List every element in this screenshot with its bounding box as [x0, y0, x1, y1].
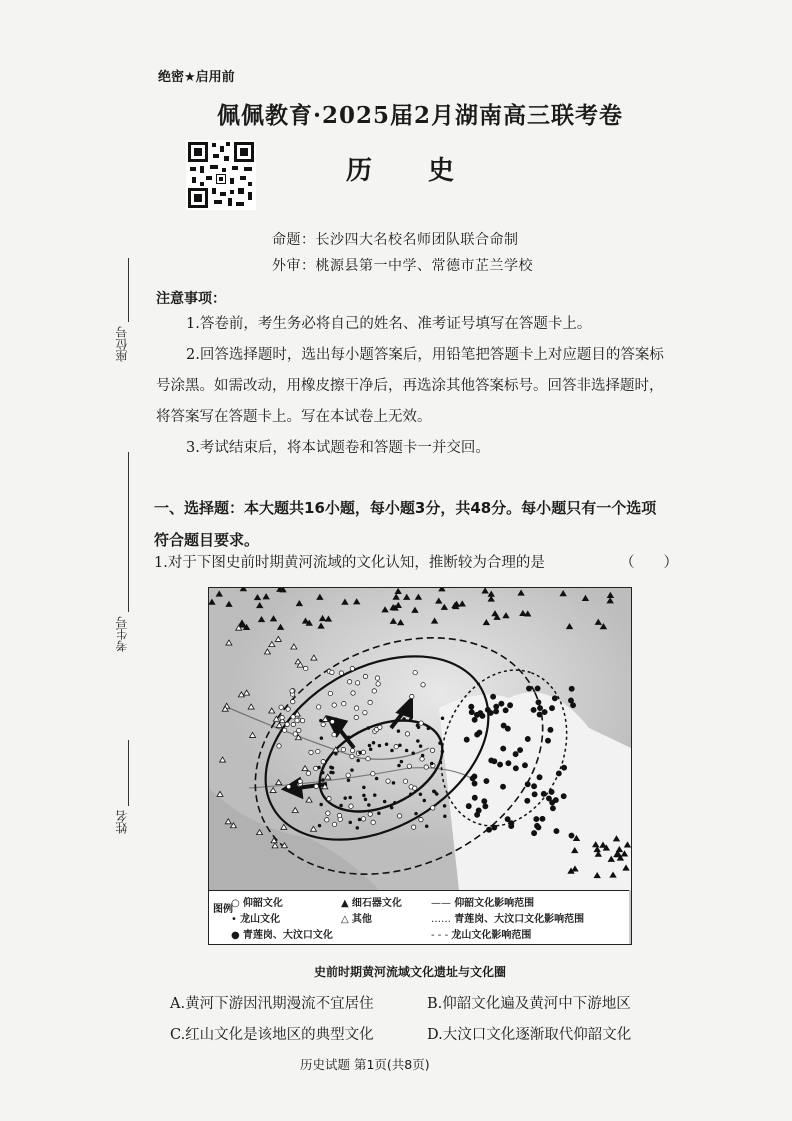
site-marker — [494, 704, 499, 709]
site-marker — [517, 747, 522, 752]
site-marker — [291, 715, 295, 719]
site-marker — [403, 779, 407, 783]
site-marker — [491, 694, 496, 699]
site-marker — [339, 671, 343, 675]
site-marker — [368, 700, 372, 704]
site-marker — [486, 827, 491, 832]
site-marker — [441, 717, 444, 720]
site-marker — [359, 751, 362, 754]
legend-longshan-range: - - - 龙山文化影响范围 — [431, 930, 532, 941]
site-marker — [470, 776, 475, 781]
legend-yangshao-range: —— 仰韶文化影响范围 — [431, 898, 535, 909]
site-marker — [298, 779, 302, 783]
site-marker — [535, 686, 540, 691]
site-marker — [286, 707, 290, 711]
site-marker — [430, 762, 433, 765]
site-marker — [536, 825, 541, 830]
site-marker — [363, 710, 367, 714]
site-marker — [413, 670, 417, 674]
option-a[interactable]: A.黄河下游因汛期漫流不宜居住 — [170, 996, 374, 1012]
site-marker — [421, 754, 424, 757]
site-marker — [525, 736, 530, 741]
site-marker — [350, 666, 354, 670]
site-marker — [513, 766, 518, 771]
site-marker — [505, 726, 510, 731]
site-marker — [419, 793, 422, 796]
site-marker — [354, 706, 358, 710]
option-c[interactable]: C.红山文化是该地区的典型文化 — [170, 1027, 374, 1043]
site-marker — [501, 746, 506, 751]
site-marker — [416, 740, 419, 743]
figure-caption: 史前时期黄河流域文化遗址与文化圈 — [313, 965, 506, 979]
map-graphic — [209, 588, 631, 890]
site-marker — [531, 707, 536, 712]
site-marker — [419, 817, 423, 821]
site-marker — [537, 705, 542, 710]
site-marker — [537, 775, 542, 780]
site-marker — [482, 799, 487, 804]
site-marker — [371, 820, 375, 824]
site-marker — [334, 752, 337, 755]
site-marker — [522, 763, 527, 768]
site-marker — [378, 725, 382, 729]
site-marker — [494, 709, 499, 714]
site-marker — [321, 779, 324, 782]
site-marker — [400, 760, 403, 763]
notes-heading: 注意事项： — [156, 291, 226, 307]
site-marker — [410, 694, 414, 698]
site-marker — [349, 821, 352, 824]
author-credit: 命题：长沙四大名校名师团队联合命制 — [272, 232, 519, 248]
site-marker — [397, 814, 401, 818]
site-marker — [363, 674, 367, 678]
site-marker — [497, 762, 502, 767]
site-marker — [286, 784, 290, 788]
site-marker — [346, 773, 350, 777]
site-marker — [443, 804, 446, 807]
page-footer: 历史试题 第1页(共8页) — [300, 1057, 430, 1072]
site-marker — [507, 703, 512, 708]
site-marker — [472, 795, 477, 800]
site-marker — [383, 800, 386, 803]
site-marker — [340, 804, 343, 807]
site-marker — [536, 700, 541, 705]
site-marker — [415, 812, 418, 815]
site-marker — [411, 825, 415, 829]
site-marker — [377, 812, 380, 815]
site-marker — [350, 754, 354, 758]
site-marker — [309, 750, 313, 754]
site-marker — [393, 801, 396, 804]
site-marker — [484, 778, 489, 783]
site-marker — [356, 826, 359, 829]
site-marker — [314, 766, 318, 770]
site-marker — [509, 823, 514, 828]
site-marker — [349, 804, 353, 808]
candidate-number-line — [128, 452, 129, 612]
site-marker — [347, 736, 350, 739]
site-marker — [472, 781, 477, 786]
site-marker — [321, 771, 324, 774]
site-marker — [431, 806, 435, 810]
site-marker — [347, 680, 351, 684]
site-marker — [369, 748, 372, 751]
answer-parentheses: （ ） — [620, 555, 678, 571]
site-marker — [314, 784, 318, 788]
site-marker — [320, 737, 323, 740]
culture-map-figure — [208, 587, 632, 945]
site-marker — [351, 769, 354, 772]
candidate-number-label: 考生号 — [115, 616, 129, 652]
site-marker — [327, 797, 331, 801]
site-marker — [409, 793, 412, 796]
option-b[interactable]: B.仰韶文化遍及黄河中下游地区 — [427, 996, 631, 1012]
site-marker — [419, 721, 423, 725]
site-marker — [397, 730, 400, 733]
note-item: 3.考试结束后，将本试题卷和答题卡一并交回。 — [186, 440, 490, 456]
site-marker — [403, 717, 406, 720]
site-marker — [325, 818, 329, 822]
site-marker — [376, 682, 380, 686]
site-marker — [554, 828, 559, 833]
site-marker — [332, 733, 336, 737]
site-marker — [561, 765, 566, 770]
site-marker — [385, 743, 388, 746]
site-marker — [316, 749, 320, 753]
site-marker — [349, 796, 352, 799]
site-marker — [503, 708, 508, 713]
site-marker — [550, 806, 555, 811]
site-marker — [398, 764, 401, 767]
site-marker — [421, 683, 425, 687]
note-item: 1.答卷前，考生务必将自己的姓名、准考证号填写在答题卡上。 — [186, 316, 592, 332]
site-marker — [425, 825, 428, 828]
site-marker — [405, 732, 409, 736]
site-marker — [409, 718, 412, 721]
site-marker — [386, 779, 390, 783]
site-marker — [330, 719, 334, 723]
site-marker — [351, 691, 355, 695]
site-marker — [569, 833, 574, 838]
map-legend — [209, 890, 629, 945]
site-marker — [295, 718, 299, 722]
site-marker — [318, 766, 321, 769]
site-marker — [326, 811, 330, 815]
legend-qinglian: ● 青莲岗、大汶口文化 — [231, 930, 333, 941]
option-d[interactable]: D.大汶口文化逐渐取代仰韶文化 — [427, 1027, 632, 1043]
site-marker — [306, 771, 310, 775]
confidential-mark: 绝密★启用前 — [158, 70, 235, 85]
site-marker — [531, 831, 536, 836]
site-marker — [321, 759, 325, 763]
site-marker — [441, 750, 444, 753]
site-marker — [399, 744, 402, 747]
name-line — [128, 740, 129, 806]
site-marker — [342, 702, 346, 706]
legend-qinglian-range: …… 青莲岗、大汶口文化影响范围 — [431, 914, 585, 925]
site-marker — [285, 722, 289, 726]
site-marker — [362, 786, 365, 789]
site-marker — [375, 777, 378, 780]
note-item: 2.回答选择题时，选出每小题答案后，用铅笔把答题卡上对应题目的答案标号涂黑。如需改动，用橡皮擦干净后，再选涂其他答案标号。回答非选择题时，将答案写在答题卡上。写在本试卷上无效。 — [156, 347, 664, 425]
site-marker — [329, 766, 332, 769]
site-marker — [391, 749, 394, 752]
site-marker — [532, 792, 537, 797]
site-marker — [407, 764, 411, 768]
site-marker — [432, 790, 435, 793]
site-marker — [534, 816, 539, 821]
site-marker — [430, 748, 434, 752]
site-marker — [417, 726, 420, 729]
site-marker — [372, 689, 376, 693]
site-marker — [368, 744, 371, 747]
site-marker — [525, 782, 530, 787]
site-marker — [569, 686, 574, 691]
reviewer-credit: 外审：桃源县第一中学、常德市芷兰学校 — [272, 258, 533, 274]
site-marker — [469, 710, 474, 715]
site-marker — [435, 793, 438, 796]
site-marker — [474, 712, 479, 717]
site-marker — [328, 691, 332, 695]
site-marker — [375, 676, 379, 680]
site-marker — [424, 765, 428, 769]
site-marker — [291, 722, 295, 726]
site-marker — [548, 727, 553, 732]
site-marker — [367, 727, 370, 730]
site-marker — [293, 732, 297, 736]
site-marker — [364, 798, 367, 801]
site-marker — [300, 718, 304, 722]
site-marker — [412, 752, 415, 755]
site-marker — [319, 719, 322, 722]
site-marker — [318, 824, 321, 827]
site-marker — [542, 709, 547, 714]
seat-number-line — [128, 258, 129, 322]
site-marker — [355, 681, 359, 685]
site-marker — [525, 798, 530, 803]
question-stem: 1.对于下图史前时期黄河流域的文化认知，推断较为合理的是 — [154, 555, 545, 571]
site-marker — [476, 808, 481, 813]
site-marker — [480, 713, 485, 718]
site-marker — [549, 789, 554, 794]
site-marker — [354, 715, 358, 719]
site-marker — [483, 804, 488, 809]
site-marker — [394, 745, 398, 749]
site-marker — [279, 705, 283, 709]
site-marker — [378, 744, 381, 747]
site-marker — [390, 806, 393, 809]
site-marker — [472, 717, 477, 722]
site-marker — [358, 818, 361, 821]
site-marker — [526, 686, 531, 691]
site-marker — [489, 758, 494, 763]
legend-yangshao: ○ 仰韶文化 — [231, 898, 283, 909]
site-marker — [373, 794, 376, 797]
site-marker — [537, 712, 542, 717]
site-marker — [439, 742, 442, 745]
site-marker — [561, 794, 566, 799]
site-marker — [492, 825, 497, 830]
section-heading: 一、选择题：本大题共16小题，每小题3分，共48分。每小题只有一个选项符合题目要求。 — [154, 499, 657, 549]
site-marker — [427, 727, 430, 730]
site-marker — [335, 718, 338, 721]
site-marker — [362, 794, 365, 797]
site-marker — [545, 738, 550, 743]
site-marker — [341, 747, 345, 751]
site-marker — [499, 701, 504, 706]
site-marker — [372, 741, 375, 744]
site-marker — [344, 797, 347, 800]
legend-longshan: • 龙山文化 — [231, 914, 281, 925]
site-marker — [366, 757, 370, 761]
site-marker — [332, 822, 336, 826]
site-marker — [549, 706, 554, 711]
site-marker — [485, 707, 490, 712]
site-marker — [464, 737, 469, 742]
site-marker — [568, 698, 573, 703]
site-marker — [506, 761, 511, 766]
site-marker — [546, 796, 551, 801]
site-marker — [413, 786, 417, 790]
name-label: 姓名 — [115, 810, 129, 834]
site-marker — [371, 772, 375, 776]
site-marker — [423, 799, 426, 802]
site-marker — [350, 748, 354, 752]
site-marker — [466, 804, 471, 809]
site-marker — [361, 750, 365, 754]
site-marker — [291, 699, 295, 703]
site-marker — [330, 670, 334, 674]
legend-microlith: ▲ 细石器文化 — [341, 898, 402, 909]
qr-code-icon[interactable] — [186, 140, 256, 210]
site-marker — [321, 722, 325, 726]
site-marker — [361, 817, 365, 821]
subject-title: 历史 — [346, 156, 511, 186]
exam-title: 佩佩教育·2025届2月湖南高三联考卷 — [216, 102, 624, 129]
site-marker — [332, 703, 336, 707]
site-marker — [500, 784, 505, 789]
site-marker — [280, 715, 284, 719]
site-marker — [513, 752, 518, 757]
site-marker — [290, 689, 294, 693]
site-marker — [469, 704, 474, 709]
site-marker — [347, 779, 350, 782]
site-marker — [316, 705, 320, 709]
site-marker — [405, 749, 408, 752]
site-marker — [540, 816, 545, 821]
site-marker — [552, 696, 557, 701]
site-marker — [419, 745, 422, 748]
site-marker — [357, 759, 360, 762]
site-marker — [367, 804, 370, 807]
site-marker — [297, 728, 301, 732]
site-marker — [392, 782, 395, 785]
seat-number-label: 座位号 — [115, 326, 129, 362]
site-marker — [443, 815, 446, 818]
site-marker — [304, 666, 308, 670]
site-marker — [368, 812, 372, 816]
site-marker — [556, 771, 561, 776]
site-marker — [330, 771, 333, 774]
site-marker — [337, 813, 341, 817]
site-marker — [277, 744, 281, 748]
site-marker — [477, 730, 482, 735]
site-marker — [320, 803, 323, 806]
site-marker — [541, 791, 546, 796]
site-marker — [420, 757, 424, 761]
legend-other: △ 其他 — [341, 914, 372, 925]
legend-title: 图例 — [213, 904, 233, 915]
site-marker — [282, 728, 286, 732]
site-marker — [531, 784, 536, 789]
